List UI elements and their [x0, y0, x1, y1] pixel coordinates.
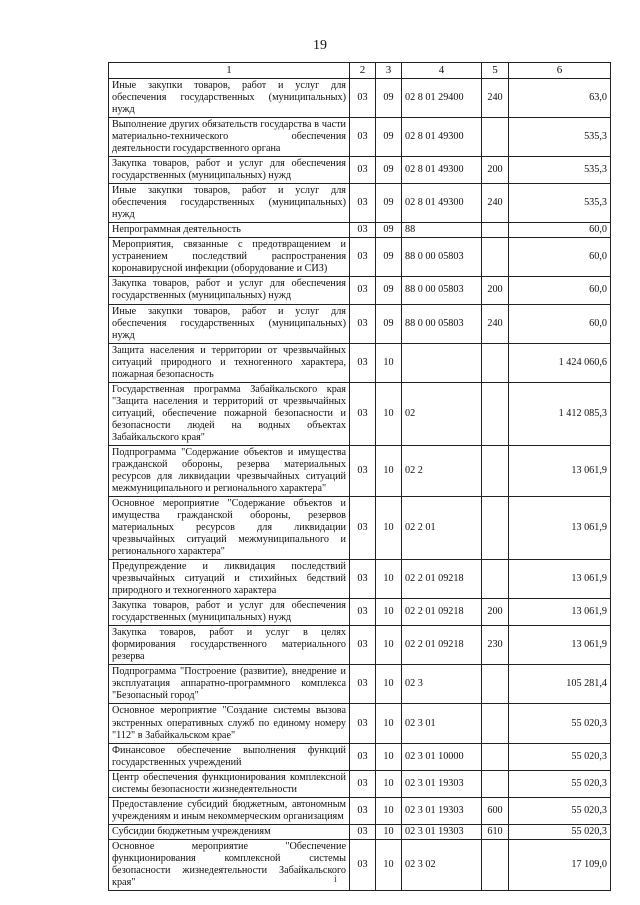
cell-amount: 535,3 [509, 157, 611, 184]
cell-expense-type [482, 223, 509, 238]
cell-name: Иные закупки товаров, работ и услуг для обеспечения государственных (муниципальных) нужд [109, 78, 350, 117]
table-row [109, 184, 611, 223]
table-row [109, 560, 611, 599]
cell-subsection: 10 [376, 560, 402, 599]
cell-expense-type [482, 665, 509, 704]
cell-amount: 60,0 [509, 304, 611, 343]
cell-subsection: 10 [376, 839, 402, 890]
cell-section: 03 [350, 343, 376, 382]
table-row [109, 238, 611, 277]
header-col-3: 3 [376, 63, 402, 79]
cell-name: Подпрограмма "Содержание объектов и имущества гражданской обороны, резерва материальных ресурсов для ликвидации чрезвычайных ситуаций межмуниципального и регионального характера" [109, 445, 350, 496]
cell-expense-type: 240 [482, 184, 509, 223]
cell-subsection: 10 [376, 445, 402, 496]
cell-expense-type [482, 118, 509, 157]
table-row [109, 797, 611, 824]
cell-amount: 105 281,4 [509, 665, 611, 704]
cell-expense-type: 610 [482, 824, 509, 839]
cell-section: 03 [350, 496, 376, 559]
cell-expense-type [482, 704, 509, 743]
cell-amount: 17 109,0 [509, 839, 611, 890]
cell-target-article: 02 2 01 09218 [402, 626, 482, 665]
cell-section: 03 [350, 277, 376, 304]
cell-amount: 60,0 [509, 238, 611, 277]
header-row [109, 63, 611, 79]
header-col-4: 4 [402, 63, 482, 79]
cell-target-article: 02 3 02 [402, 839, 482, 890]
cell-name: Закупка товаров, работ и услуг для обеспечения государственных (муниципальных) нужд [109, 277, 350, 304]
cell-section: 03 [350, 770, 376, 797]
table-row [109, 743, 611, 770]
cell-section: 03 [350, 743, 376, 770]
cell-expense-type [482, 445, 509, 496]
cell-amount: 60,0 [509, 223, 611, 238]
cell-name: Основное мероприятие "Содержание объектов и имущества гражданской обороны, резервов материальных ресурсов для ликвидации чрезвычайных ситуаций межмуниципального и регионального характера" [109, 496, 350, 559]
cell-subsection: 09 [376, 238, 402, 277]
cell-expense-type [482, 343, 509, 382]
cell-amount: 13 061,9 [509, 626, 611, 665]
cell-section: 03 [350, 304, 376, 343]
table-row [109, 665, 611, 704]
cell-expense-type: 200 [482, 599, 509, 626]
table-row [109, 704, 611, 743]
cell-subsection: 09 [376, 223, 402, 238]
cell-section: 03 [350, 223, 376, 238]
cell-section: 03 [350, 824, 376, 839]
cell-target-article: 88 0 00 05803 [402, 277, 482, 304]
cell-name: Закупка товаров, работ и услуг для обеспечения государственных (муниципальных) нужд [109, 599, 350, 626]
cell-section: 03 [350, 445, 376, 496]
cell-subsection: 09 [376, 277, 402, 304]
cell-name: Иные закупки товаров, работ и услуг для обеспечения государственных (муниципальных) нужд [109, 304, 350, 343]
cell-name: Иные закупки товаров, работ и услуг для обеспечения государственных (муниципальных) нужд [109, 184, 350, 223]
cell-subsection: 09 [376, 118, 402, 157]
cell-section: 03 [350, 238, 376, 277]
cell-expense-type: 200 [482, 277, 509, 304]
cell-amount: 13 061,9 [509, 560, 611, 599]
table-row [109, 277, 611, 304]
cell-subsection: 10 [376, 343, 402, 382]
cell-expense-type [482, 839, 509, 890]
cell-subsection: 10 [376, 626, 402, 665]
cell-target-article: 02 3 01 [402, 704, 482, 743]
cell-amount: 1 412 085,3 [509, 382, 611, 445]
cell-expense-type: 240 [482, 78, 509, 117]
table-row [109, 839, 611, 890]
cell-name: Центр обеспечения функционирования комплексной системы безопасности жизнедеятельности [109, 770, 350, 797]
table-row [109, 223, 611, 238]
cell-section: 03 [350, 599, 376, 626]
table-row [109, 157, 611, 184]
cell-name: Основное мероприятие "Обеспечение функционирования комплексной системы безопасности жизнедеятельности Забайкальского края" [109, 839, 350, 890]
table-body [109, 78, 611, 890]
cell-expense-type: 230 [482, 626, 509, 665]
cell-section: 03 [350, 118, 376, 157]
cell-name: Мероприятия, связанные с предотвращением и устранением последствий распространения коронавирусной инфекции (оборудование и СИЗ) [109, 238, 350, 277]
cell-subsection: 09 [376, 304, 402, 343]
cell-target-article: 02 3 01 10000 [402, 743, 482, 770]
cell-amount: 55 020,3 [509, 743, 611, 770]
cell-expense-type [482, 743, 509, 770]
cell-subsection: 09 [376, 157, 402, 184]
cell-target-article: 02 3 [402, 665, 482, 704]
header-col-5: 5 [482, 63, 509, 79]
cell-name: Подпрограмма "Построение (развитие), внедрение и эксплуатация аппаратно-программного комплекса "Безопасный город" [109, 665, 350, 704]
cell-section: 03 [350, 560, 376, 599]
cell-expense-type [482, 770, 509, 797]
cell-section: 03 [350, 665, 376, 704]
cell-target-article: 02 [402, 382, 482, 445]
cell-name: Предупреждение и ликвидация последствий чрезвычайных ситуаций и стихийных бедствий природного и техногенного характера [109, 560, 350, 599]
header-col-2: 2 [350, 63, 376, 79]
table-row [109, 770, 611, 797]
cell-name: Выполнение других обязательств государства в части материально-технического обеспечения деятельности государственного органа [109, 118, 350, 157]
cell-name: Непрограммная деятельность [109, 223, 350, 238]
cell-name: Предоставление субсидий бюджетным, автономным учреждениям и иным некоммерческим организациям [109, 797, 350, 824]
cell-subsection: 10 [376, 770, 402, 797]
cell-target-article: 02 8 01 29400 [402, 78, 482, 117]
cell-name: Государственная программа Забайкальского края "Защита населения и территорий от чрезвычайных ситуаций, обеспечение пожарной безопасности и безопасности людей на водных объектах Забайкальского края" [109, 382, 350, 445]
cell-section: 03 [350, 157, 376, 184]
cell-amount: 55 020,3 [509, 704, 611, 743]
cell-amount: 13 061,9 [509, 445, 611, 496]
table-row [109, 626, 611, 665]
header-col-6: 6 [509, 63, 611, 79]
cell-name: Закупка товаров, работ и услуг в целях формирования государственного материального резерва [109, 626, 350, 665]
cell-section: 03 [350, 184, 376, 223]
cell-name: Защита населения и территории от чрезвычайных ситуаций природного и техногенного характера, пожарная безопасность [109, 343, 350, 382]
cell-target-article: 88 [402, 223, 482, 238]
cell-amount: 535,3 [509, 184, 611, 223]
cell-subsection: 10 [376, 382, 402, 445]
cell-subsection: 10 [376, 743, 402, 770]
table-row [109, 343, 611, 382]
table-row [109, 304, 611, 343]
cell-expense-type [482, 382, 509, 445]
cell-subsection: 10 [376, 797, 402, 824]
cell-subsection: 10 [376, 704, 402, 743]
cell-target-article: 02 2 [402, 445, 482, 496]
cell-amount: 1 424 060,6 [509, 343, 611, 382]
header-col-1: 1 [109, 63, 350, 79]
cell-subsection: 10 [376, 496, 402, 559]
cell-amount: 55 020,3 [509, 770, 611, 797]
cell-section: 03 [350, 704, 376, 743]
table-row [109, 118, 611, 157]
table-row [109, 496, 611, 559]
cell-target-article: 02 8 01 49300 [402, 118, 482, 157]
cell-section: 03 [350, 797, 376, 824]
cell-target-article: 02 2 01 [402, 496, 482, 559]
cell-subsection: 09 [376, 184, 402, 223]
cell-target-article [402, 343, 482, 382]
cell-expense-type: 600 [482, 797, 509, 824]
footer-mark: i [334, 874, 337, 885]
cell-expense-type [482, 238, 509, 277]
cell-target-article: 02 8 01 49300 [402, 157, 482, 184]
cell-amount: 60,0 [509, 277, 611, 304]
cell-subsection: 10 [376, 824, 402, 839]
cell-section: 03 [350, 839, 376, 890]
cell-amount: 13 061,9 [509, 496, 611, 559]
cell-name: Финансовое обеспечение выполнения функций государственных учреждений [109, 743, 350, 770]
cell-target-article: 02 8 01 49300 [402, 184, 482, 223]
cell-subsection: 10 [376, 599, 402, 626]
table-row [109, 445, 611, 496]
table-header [109, 63, 611, 79]
table-row [109, 78, 611, 117]
cell-amount: 63,0 [509, 78, 611, 117]
cell-name: Закупка товаров, работ и услуг для обеспечения государственных (муниципальных) нужд [109, 157, 350, 184]
table-row [109, 382, 611, 445]
page-number: 19 [313, 38, 327, 53]
cell-target-article: 02 3 01 19303 [402, 797, 482, 824]
cell-section: 03 [350, 626, 376, 665]
cell-amount: 55 020,3 [509, 797, 611, 824]
table-row [109, 599, 611, 626]
cell-amount: 13 061,9 [509, 599, 611, 626]
cell-amount: 535,3 [509, 118, 611, 157]
cell-subsection: 10 [376, 665, 402, 704]
budget-table [108, 62, 611, 891]
cell-amount: 55 020,3 [509, 824, 611, 839]
cell-target-article: 02 3 01 19303 [402, 770, 482, 797]
cell-target-article: 02 2 01 09218 [402, 560, 482, 599]
cell-name: Основное мероприятие "Создание системы вызова экстренных оперативных служб по единому номеру "112" в Забайкальском крае" [109, 704, 350, 743]
cell-target-article: 88 0 00 05803 [402, 238, 482, 277]
cell-section: 03 [350, 78, 376, 117]
cell-expense-type: 200 [482, 157, 509, 184]
cell-name: Субсидии бюджетным учреждениям [109, 824, 350, 839]
cell-subsection: 09 [376, 78, 402, 117]
cell-section: 03 [350, 382, 376, 445]
cell-target-article: 02 3 01 19303 [402, 824, 482, 839]
cell-expense-type [482, 496, 509, 559]
cell-target-article: 88 0 00 05803 [402, 304, 482, 343]
table-row [109, 824, 611, 839]
cell-target-article: 02 2 01 09218 [402, 599, 482, 626]
cell-expense-type: 240 [482, 304, 509, 343]
cell-expense-type [482, 560, 509, 599]
